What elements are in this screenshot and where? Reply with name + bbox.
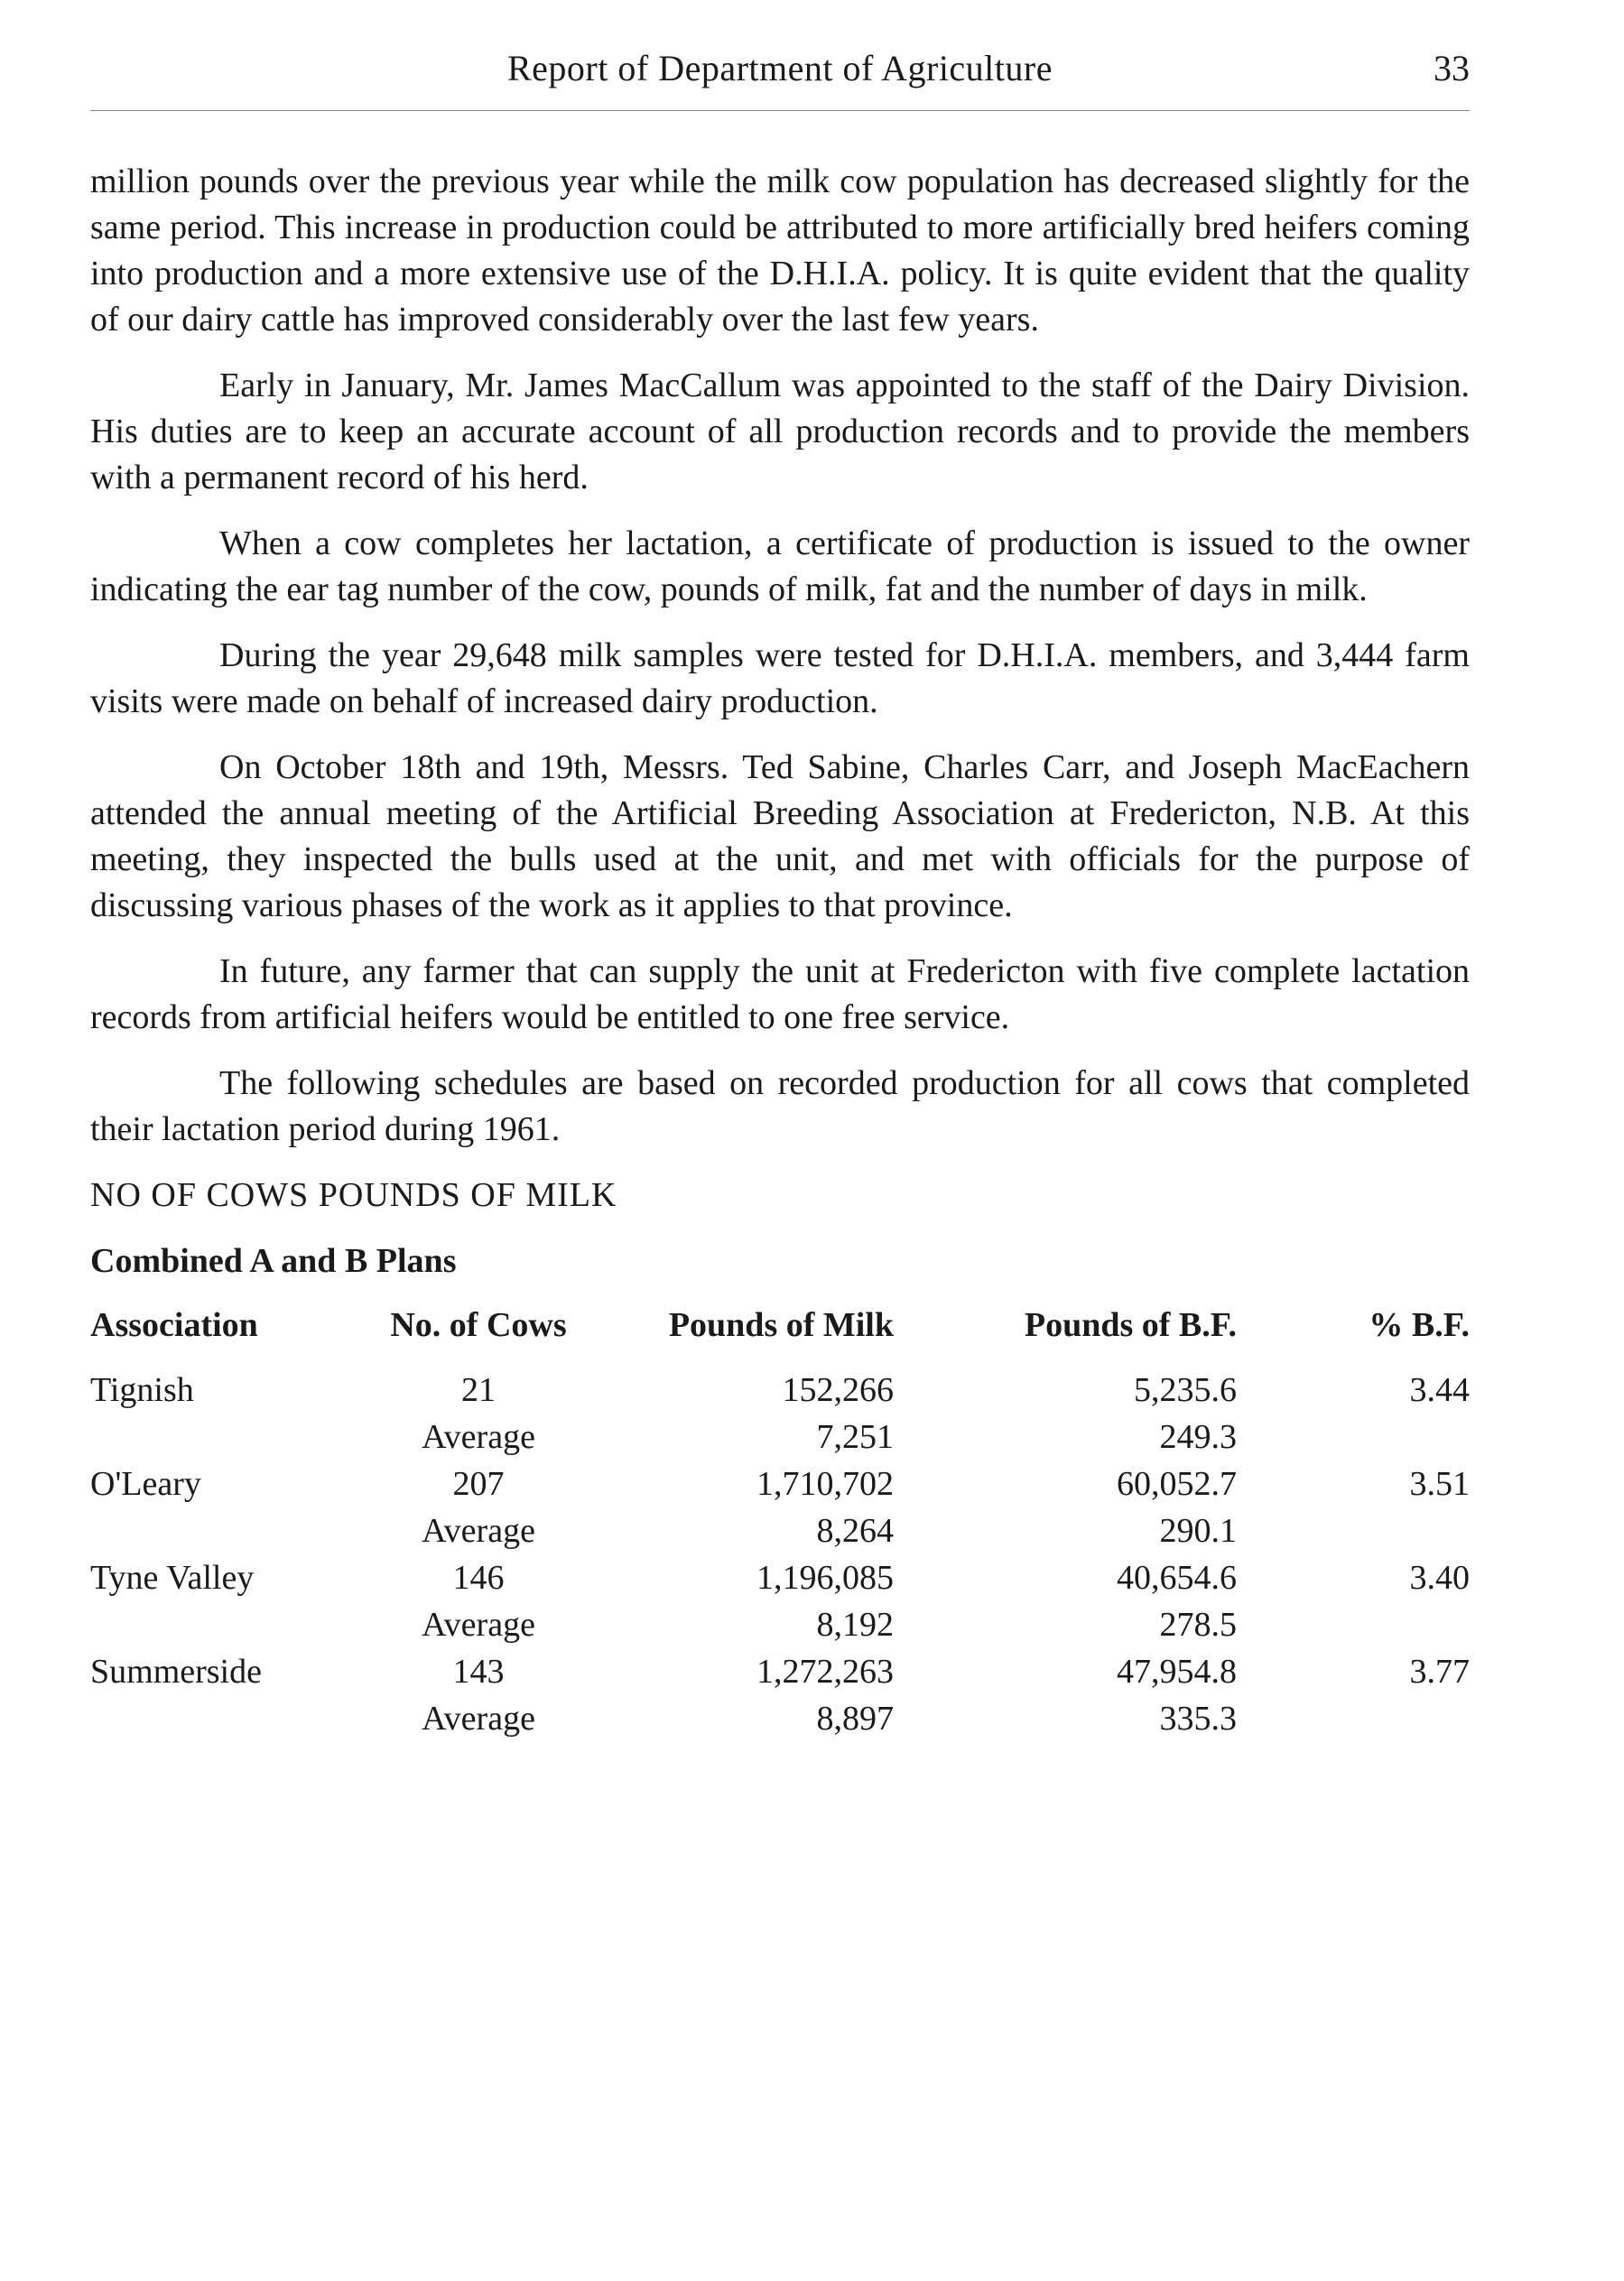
bf-cell: 290.1 (1159, 1511, 1237, 1550)
milk-cell: 8,897 (816, 1699, 894, 1738)
pct-cell (1237, 1695, 1470, 1742)
association-cell: Tignish (90, 1370, 194, 1409)
cows-cell: 143 (452, 1652, 505, 1691)
cows-cell: Average (422, 1511, 535, 1550)
association-cell: Tyne Valley (90, 1558, 255, 1597)
column-header-association: Association (90, 1306, 258, 1344)
cows-cell: Average (422, 1605, 535, 1644)
cows-cell: 21 (461, 1370, 496, 1409)
cows-cell: Average (422, 1699, 535, 1738)
bf-cell: 249.3 (1159, 1417, 1237, 1456)
paragraph: On October 18th and 19th, Messrs. Ted Sabine, Charles Carr, and Joseph MacEachern attended the annual meeting of the Artificial Breeding Association at Fredericton, N.B. At this meeting, they inspected the bulls used at the unit, and met with officials for the purpose of discussing various phases of the work as it applies to that province. (90, 748, 1470, 924)
pct-cell (1237, 1414, 1470, 1460)
column-header-milk: Pounds of Milk (668, 1306, 894, 1344)
paragraph: The following schedules are based on recorded production for all cows that completed their lactation period during 1961. (90, 1064, 1470, 1148)
milk-cell: 1,710,702 (756, 1464, 894, 1503)
association-cell: O'Leary (90, 1464, 201, 1503)
cows-cell: Average (422, 1417, 535, 1456)
milk-cell: 8,264 (816, 1511, 894, 1550)
milk-cell: 1,196,085 (756, 1558, 894, 1597)
paragraph: During the year 29,648 milk samples were tested for D.H.I.A. members, and 3,444 farm visits were made on behalf of increased dairy production. (90, 636, 1470, 720)
table-header-row (90, 1303, 1470, 1367)
bf-cell: 335.3 (1159, 1699, 1237, 1738)
association-cell (90, 1601, 361, 1648)
production-table (90, 1303, 1470, 1742)
header-rule (90, 110, 1470, 111)
pct-cell: 3.44 (1409, 1370, 1470, 1409)
pct-cell (1237, 1507, 1470, 1554)
association-cell (90, 1414, 361, 1460)
association-cell (90, 1695, 361, 1742)
table-caption: NO OF COWS POUNDS OF MILK (90, 1176, 617, 1214)
milk-cell: 7,251 (816, 1417, 894, 1456)
table-row (90, 1367, 1470, 1414)
pct-cell (1237, 1601, 1470, 1648)
bf-cell: 40,654.6 (1117, 1558, 1237, 1597)
bf-cell: 5,235.6 (1134, 1370, 1237, 1409)
table-row (90, 1554, 1470, 1601)
cows-cell: 146 (452, 1558, 505, 1597)
paragraph: Early in January, Mr. James MacCallum was appointed to the staff of the Dairy Division. His duties are to keep an accurate account of all production records and to provide the members with a permanent record of his herd. (90, 366, 1470, 496)
pct-cell: 3.40 (1409, 1558, 1470, 1597)
bf-cell: 278.5 (1159, 1605, 1237, 1644)
bf-cell: 60,052.7 (1117, 1464, 1237, 1503)
milk-cell: 1,272,263 (756, 1652, 894, 1691)
association-cell: Summerside (90, 1652, 262, 1691)
table-row (90, 1648, 1470, 1695)
milk-cell: 8,192 (816, 1605, 894, 1644)
column-header-bf: Pounds of B.F. (1024, 1306, 1237, 1344)
association-cell (90, 1507, 361, 1554)
bf-cell: 47,954.8 (1117, 1652, 1237, 1691)
table-row (90, 1695, 1470, 1742)
table-row (90, 1507, 1470, 1554)
plan-title: Combined A and B Plans (90, 1242, 457, 1280)
table-row (90, 1601, 1470, 1648)
running-head (90, 47, 1470, 101)
pct-cell: 3.77 (1409, 1652, 1470, 1691)
paragraph: In future, any farmer that can supply the unit at Fredericton with five complete lactation records from artificial heifers would be entitled to one free service. (90, 952, 1470, 1036)
table-row (90, 1460, 1470, 1507)
column-header-cows: No. of Cows (390, 1306, 567, 1344)
column-header-pct-bf: % B.F. (1369, 1306, 1470, 1344)
cows-cell: 207 (452, 1464, 505, 1503)
body-text (90, 159, 1470, 1742)
paragraph: million pounds over the previous year while the milk cow population has decreased slightly for the same period. This increase in production could be attributed to more artificially bred heifers coming into production and a more extensive use of the D.H.I.A. policy. It is quite evident that the quality of our dairy cattle has improved considerably over the last few years. (90, 162, 1470, 338)
milk-cell: 152,266 (782, 1370, 894, 1409)
page-number: 33 (1434, 48, 1470, 88)
pct-cell: 3.51 (1409, 1464, 1470, 1503)
running-title: Report of Department of Agriculture (507, 48, 1053, 88)
paragraph: When a cow completes her lactation, a certificate of production is issued to the owner indicating the ear tag number of the cow, pounds of milk, fat and the number of days in milk. (90, 524, 1470, 608)
table-row (90, 1414, 1470, 1460)
